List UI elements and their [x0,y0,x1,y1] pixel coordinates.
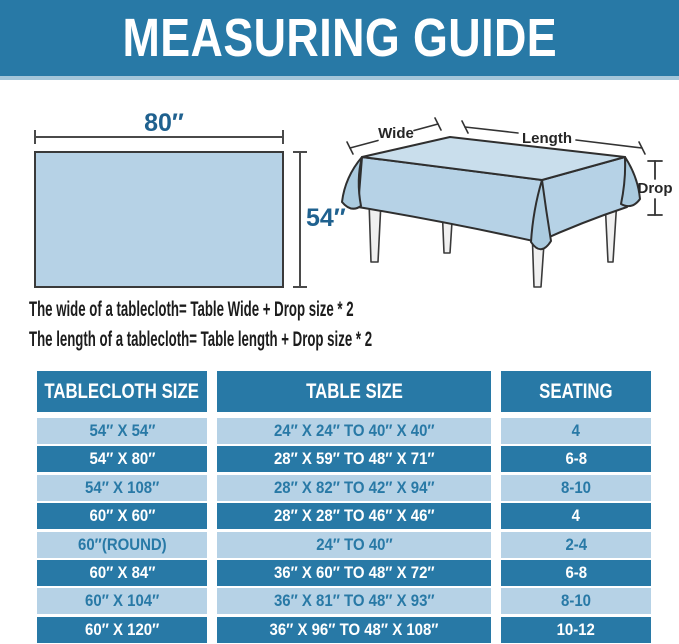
table-cell-text: 24″ TO 40″ [315,534,393,554]
table-cell [37,475,207,501]
measuring-diagram [0,95,679,300]
table-cell [501,446,651,472]
table-cell-text: 8-10 [561,591,591,611]
height-dimension-label: 54″ [306,204,346,232]
tablecloth-rectangle [35,152,283,287]
formula-wide: The wide of a tablecloth= Table Wide + Drop size * 2 [29,298,354,321]
table-cell [501,418,651,444]
table-cell [37,617,207,643]
column-header-seating [501,371,651,412]
table-cell [217,446,491,472]
drop-label: Drop [637,180,673,197]
flat-tablecloth-diagram [35,109,346,287]
column-header-label: TABLE SIZE [305,379,403,403]
table-cell-text: 36″ X 96″ TO 48″ X 108″ [269,619,439,639]
table-row [37,617,651,643]
table-cell [217,418,491,444]
size-table [37,371,651,643]
column-header-table-size [217,371,491,412]
table-cell [37,588,207,614]
table-cell-text: 60″ X 120″ [84,619,160,639]
size-table-header [37,371,651,412]
page-title: MEASURING GUIDE [122,8,557,68]
table-cell-text: 24″ X 24″ TO 40″ X 40″ [273,421,435,440]
column-header-label: SEATING [539,379,613,403]
wide-label: Wide [378,125,414,142]
table-cell [217,617,491,643]
table-cell [37,560,207,586]
table-row [37,532,651,558]
table-cell [37,503,207,529]
table-cell [217,503,491,529]
table-cell-text: 36″ X 60″ TO 48″ X 72″ [273,562,435,582]
table-cell [217,475,491,501]
cloth-drape-left-corner [342,157,362,209]
table-cell-text: 60″ X 104″ [84,591,160,611]
table-cell [37,418,207,444]
table-cell [501,588,651,614]
column-header-tablecloth-size [37,371,207,412]
table-cell [501,475,651,501]
table-cell-text: 2-4 [565,534,587,554]
table-cell-text: 60″ X 60″ [89,506,155,526]
table-row [37,588,651,614]
header-band [0,0,679,80]
table-row [37,446,651,472]
table-cell [501,503,651,529]
table-cell-text: 54″ X 80″ [89,449,155,469]
table-cell [217,588,491,614]
table-cell-text: 54″ X 54″ [89,421,155,440]
table-row [37,560,651,586]
table-cell [37,532,207,558]
table-cell-text: 8-10 [561,477,591,497]
table-cell-text: 54″ X 108″ [84,477,160,497]
table-cell-text: 10-12 [556,619,596,639]
table-row [37,503,651,529]
length-label: Length [522,130,572,147]
table-row [37,418,651,444]
table-cell [501,617,651,643]
formula-length: The length of a tablecloth= Table length + Drop size * 2 [29,328,373,351]
table-cell [217,560,491,586]
table-row [37,475,651,501]
table-cell-text: 60″(ROUND) [77,534,167,554]
table-cell [501,560,651,586]
table-cell-text: 4 [571,421,581,440]
table-cell-text: 6-8 [565,449,587,469]
table-cell [37,446,207,472]
table-cell-text: 28″ X 28″ TO 46″ X 46″ [273,506,435,526]
table-cell-text: 60″ X 84″ [89,562,155,582]
table-cell-text: 6-8 [565,562,587,582]
table-cell-text: 28″ X 82″ TO 42″ X 94″ [273,477,435,497]
table-cell-text: 4 [571,506,581,526]
table-cell [217,532,491,558]
table-cell-text: 28″ X 59″ TO 48″ X 71″ [273,449,435,469]
covered-table-illustration [342,118,673,287]
table-cell-text: 36″ X 81″ TO 48″ X 93″ [273,591,435,611]
table-cell [501,532,651,558]
column-header-label: TABLECLOTH SIZE [44,379,200,403]
width-dimension-label: 80″ [144,109,184,137]
size-table-body [37,418,651,643]
